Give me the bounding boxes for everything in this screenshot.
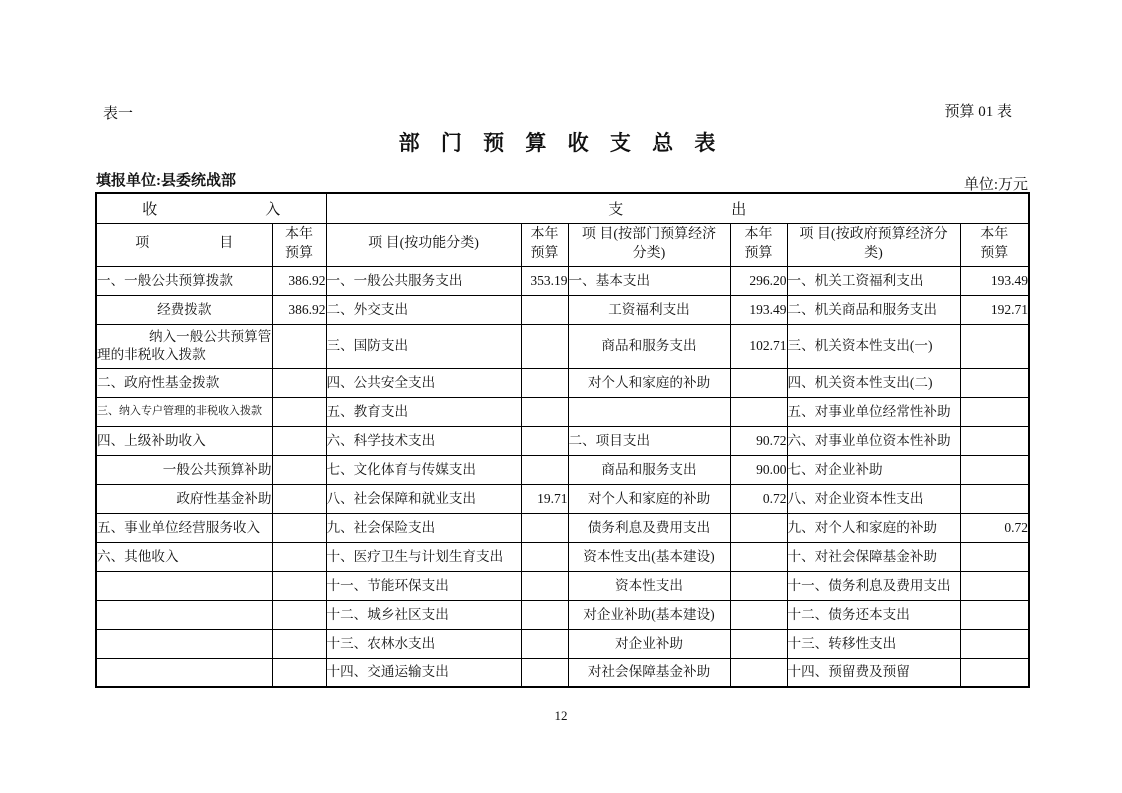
table-row — [96, 629, 1029, 658]
column-header-income-item — [96, 223, 272, 266]
item-cell: 资本性支出(基本建设) — [568, 542, 730, 571]
table-row — [96, 295, 1029, 324]
item-cell: 十一、债务利息及费用支出 — [787, 571, 960, 600]
item-cell: 十一、节能环保支出 — [326, 571, 521, 600]
column-header-budget: 本年预算 — [521, 223, 568, 266]
amount-cell — [730, 368, 787, 397]
item-cell: 二、外交支出 — [326, 295, 521, 324]
amount-cell — [521, 658, 568, 687]
filler-unit-label: 填报单位:县委统战部 — [96, 173, 236, 189]
amount-cell: 90.72 — [730, 426, 787, 455]
item-cell: 五、事业单位经营服务收入 — [96, 513, 272, 542]
column-header-char: 项 — [135, 236, 150, 252]
amount-cell: 192.71 — [960, 295, 1029, 324]
item-cell: 十二、城乡社区支出 — [326, 600, 521, 629]
item-cell: 六、科学技术支出 — [326, 426, 521, 455]
table-row — [96, 397, 1029, 426]
amount-cell — [272, 658, 326, 687]
item-cell: 十、医疗卫生与计划生育支出 — [326, 542, 521, 571]
amount-cell — [960, 658, 1029, 687]
amount-cell — [272, 397, 326, 426]
item-cell: 十四、预留费及预留 — [787, 658, 960, 687]
item-cell: 三、机关资本性支出(一) — [787, 324, 960, 368]
sheet-label: 表一 — [103, 106, 134, 122]
amount-cell: 386.92 — [272, 295, 326, 324]
table-row — [96, 426, 1029, 455]
amount-cell: 386.92 — [272, 266, 326, 295]
column-header-budget: 本年预算 — [730, 223, 787, 266]
table-section-header-row — [96, 193, 1029, 223]
item-cell: 四、公共安全支出 — [326, 368, 521, 397]
item-cell: 八、社会保障和就业支出 — [326, 484, 521, 513]
amount-cell: 296.20 — [730, 266, 787, 295]
item-cell: 一、机关工资福利支出 — [787, 266, 960, 295]
item-cell: 十三、转移性支出 — [787, 629, 960, 658]
amount-cell — [272, 455, 326, 484]
amount-cell — [272, 484, 326, 513]
amount-cell — [272, 571, 326, 600]
table-row — [96, 324, 1029, 368]
table-body — [96, 266, 1029, 687]
table-column-header-row — [96, 223, 1029, 266]
budget-summary-table — [95, 192, 1030, 688]
expenditure-section-header — [326, 193, 1029, 223]
item-cell: 一、一般公共服务支出 — [326, 266, 521, 295]
item-cell: 五、教育支出 — [326, 397, 521, 426]
item-cell: 九、对个人和家庭的补助 — [787, 513, 960, 542]
table-row — [96, 658, 1029, 687]
amount-cell — [730, 542, 787, 571]
item-cell — [96, 571, 272, 600]
item-cell: 二、政府性基金拨款 — [96, 368, 272, 397]
item-cell — [96, 600, 272, 629]
table-row — [96, 600, 1029, 629]
amount-cell — [521, 295, 568, 324]
item-cell: 七、对企业补助 — [787, 455, 960, 484]
amount-cell — [272, 426, 326, 455]
amount-cell — [521, 455, 568, 484]
item-cell: 七、文化体育与传媒支出 — [326, 455, 521, 484]
amount-cell: 193.49 — [960, 266, 1029, 295]
amount-cell — [730, 658, 787, 687]
amount-cell — [272, 368, 326, 397]
amount-cell — [521, 426, 568, 455]
item-cell: 四、上级补助收入 — [96, 426, 272, 455]
item-cell — [96, 658, 272, 687]
item-cell: 商品和服务支出 — [568, 324, 730, 368]
amount-cell — [730, 571, 787, 600]
amount-cell: 0.72 — [960, 513, 1029, 542]
amount-cell — [521, 571, 568, 600]
item-cell: 六、对事业单位资本性补助 — [787, 426, 960, 455]
amount-cell — [272, 324, 326, 368]
item-cell — [568, 397, 730, 426]
amount-cell: 193.49 — [730, 295, 787, 324]
amount-cell — [730, 397, 787, 426]
item-cell: 十三、农林水支出 — [326, 629, 521, 658]
item-cell: 对企业补助 — [568, 629, 730, 658]
amount-cell — [730, 600, 787, 629]
item-cell: 一、基本支出 — [568, 266, 730, 295]
column-header-budget: 本年预算 — [960, 223, 1029, 266]
amount-cell — [960, 542, 1029, 571]
item-cell: 三、纳入专户管理的非税收入拨款 — [96, 397, 272, 426]
item-cell: 一、一般公共预算拨款 — [96, 266, 272, 295]
item-cell: 六、其他收入 — [96, 542, 272, 571]
item-cell: 十四、交通运输支出 — [326, 658, 521, 687]
item-cell: 八、对企业资本性支出 — [787, 484, 960, 513]
amount-cell: 353.19 — [521, 266, 568, 295]
amount-cell — [960, 600, 1029, 629]
amount-cell — [960, 397, 1029, 426]
table-row — [96, 266, 1029, 295]
amount-cell — [960, 324, 1029, 368]
item-cell: 债务利息及费用支出 — [568, 513, 730, 542]
table-row — [96, 542, 1029, 571]
item-cell: 四、机关资本性支出(二) — [787, 368, 960, 397]
amount-cell: 19.71 — [521, 484, 568, 513]
income-header-char: 入 — [265, 201, 281, 218]
amount-cell: 0.72 — [730, 484, 787, 513]
item-cell: 对社会保障基金补助 — [568, 658, 730, 687]
amount-cell — [960, 629, 1029, 658]
expenditure-header-char: 出 — [731, 201, 747, 218]
table-row — [96, 513, 1029, 542]
amount-cell — [521, 368, 568, 397]
table-row — [96, 484, 1029, 513]
item-cell: 十二、债务还本支出 — [787, 600, 960, 629]
form-code-label: 预算 01 表 — [944, 104, 1012, 120]
expenditure-header-char: 支 — [608, 201, 624, 218]
amount-cell: 102.71 — [730, 324, 787, 368]
item-cell: 经费拨款 — [96, 295, 272, 324]
item-cell: 十、对社会保障基金补助 — [787, 542, 960, 571]
amount-cell — [272, 513, 326, 542]
amount-cell — [960, 368, 1029, 397]
table-row — [96, 368, 1029, 397]
item-cell: 工资福利支出 — [568, 295, 730, 324]
column-header-functional-item: 项 目(按功能分类) — [326, 223, 521, 266]
column-header-gov-economic-item: 项 目(按政府预算经济分类) — [787, 223, 960, 266]
amount-cell — [272, 600, 326, 629]
item-cell: 纳入一般公共预算管理的非税收入拨款 — [96, 324, 272, 368]
item-cell: 政府性基金补助 — [96, 484, 272, 513]
item-cell: 资本性支出 — [568, 571, 730, 600]
amount-cell — [521, 600, 568, 629]
item-cell: 九、社会保险支出 — [326, 513, 521, 542]
amount-cell — [521, 629, 568, 658]
amount-cell — [960, 455, 1029, 484]
item-cell: 二、机关商品和服务支出 — [787, 295, 960, 324]
item-cell: 对个人和家庭的补助 — [568, 368, 730, 397]
amount-cell — [960, 571, 1029, 600]
amount-cell — [272, 542, 326, 571]
money-unit-label: 单位:万元 — [963, 177, 1028, 193]
item-cell: 对企业补助(基本建设) — [568, 600, 730, 629]
table-row — [96, 571, 1029, 600]
item-cell: 对个人和家庭的补助 — [568, 484, 730, 513]
amount-cell — [730, 629, 787, 658]
column-header-dept-economic-item: 项 目(按部门预算经济分类) — [568, 223, 730, 266]
amount-cell — [730, 513, 787, 542]
amount-cell — [521, 542, 568, 571]
amount-cell — [960, 426, 1029, 455]
amount-cell — [960, 484, 1029, 513]
amount-cell: 90.00 — [730, 455, 787, 484]
income-section-header — [96, 193, 326, 223]
income-header-char: 收 — [142, 201, 158, 218]
column-header-budget: 本年预算 — [272, 223, 326, 266]
amount-cell — [521, 513, 568, 542]
column-header-char: 目 — [219, 236, 234, 252]
item-cell: 三、国防支出 — [326, 324, 521, 368]
page-title: 部 门 预 算 收 支 总 表 — [398, 131, 724, 155]
amount-cell — [521, 397, 568, 426]
item-cell: 商品和服务支出 — [568, 455, 730, 484]
item-cell — [96, 629, 272, 658]
item-cell: 二、项目支出 — [568, 426, 730, 455]
amount-cell — [521, 324, 568, 368]
amount-cell — [272, 629, 326, 658]
item-cell: 五、对事业单位经常性补助 — [787, 397, 960, 426]
item-cell: 一般公共预算补助 — [96, 455, 272, 484]
page-number: 12 — [554, 708, 568, 723]
table-row — [96, 455, 1029, 484]
